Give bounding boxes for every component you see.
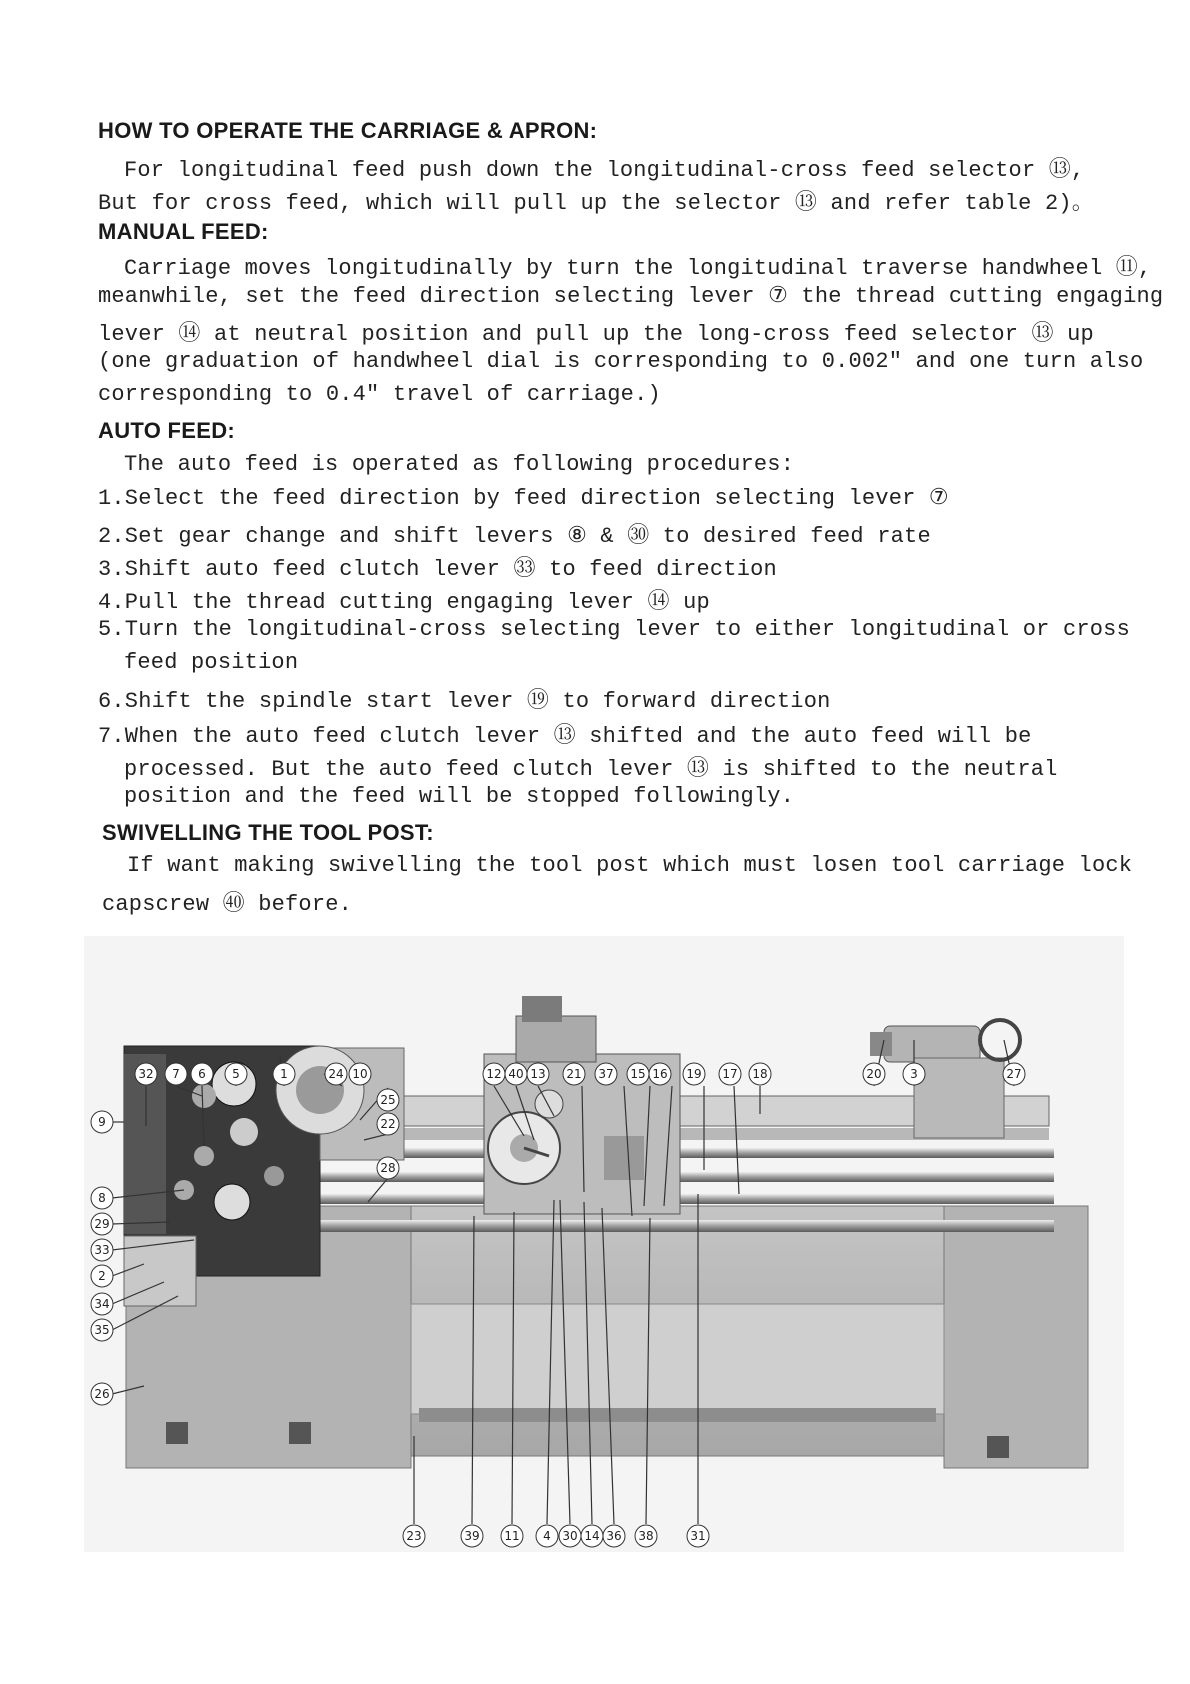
callout-label: 18 <box>752 1067 768 1081</box>
text-line: corresponding to 0.4" travel of carriage.) <box>98 382 661 407</box>
callout-label: 31 <box>690 1529 706 1543</box>
callout-label: 37 <box>598 1067 614 1081</box>
callout-label: 34 <box>94 1297 110 1311</box>
callout-label: 1 <box>280 1067 288 1081</box>
list-item: 2.Set gear change and shift levers ⑧ & ㉚ to desired feed rate <box>98 524 931 549</box>
callout-label: 40 <box>508 1067 524 1081</box>
callout-label: 30 <box>562 1529 578 1543</box>
list-item-continuation: processed. But the auto feed clutch lever ⑬ is shifted to the neutral <box>124 757 1058 782</box>
callout-label: 16 <box>652 1067 668 1081</box>
callout-label: 20 <box>866 1067 882 1081</box>
list-item-continuation: position and the feed will be stopped followingly. <box>124 784 795 809</box>
callout-label: 22 <box>380 1117 396 1131</box>
list-item: 5.Turn the longitudinal-cross selecting lever to either longitudinal or cross <box>98 617 1130 642</box>
callout-label: 8 <box>98 1191 106 1205</box>
callout-label: 38 <box>638 1529 654 1543</box>
callout-label: 19 <box>686 1067 702 1081</box>
callout-label: 24 <box>328 1067 344 1081</box>
list-item: 7.When the auto feed clutch lever ⑬ shifted and the auto feed will be <box>98 724 1032 749</box>
callout-label: 4 <box>543 1529 551 1543</box>
callout-label: 17 <box>722 1067 738 1081</box>
callout-label: 12 <box>486 1067 502 1081</box>
callout-label: 32 <box>138 1067 154 1081</box>
callout-label: 25 <box>380 1093 396 1107</box>
list-item: 1.Select the feed direction by feed direction selecting lever ⑦ <box>98 486 949 511</box>
text-line: meanwhile, set the feed direction selecting lever ⑦ the thread cutting engaging <box>98 284 1164 309</box>
callout-label: 28 <box>380 1161 396 1175</box>
text-line: The auto feed is operated as following procedures: <box>124 452 795 477</box>
list-item: 6.Shift the spindle start lever ⑲ to forward direction <box>98 689 831 714</box>
callout-label: 23 <box>406 1529 422 1543</box>
text-line: But for cross feed, which will pull up the selector ⑬ and refer table 2)。 <box>98 191 1094 216</box>
callout-label: 27 <box>1006 1067 1022 1081</box>
text-line: Carriage moves longitudinally by turn the longitudinal traverse handwheel ⑪, <box>124 256 1152 281</box>
callout-label: 29 <box>94 1217 110 1231</box>
callout-label: 5 <box>232 1067 240 1081</box>
callout-label: 13 <box>530 1067 546 1081</box>
callout-label: 21 <box>566 1067 582 1081</box>
callout-label: 26 <box>94 1387 110 1401</box>
callout-label: 14 <box>584 1529 600 1543</box>
list-item-continuation: feed position <box>124 650 299 675</box>
text-line: For longitudinal feed push down the longitudinal-cross feed selector ⑬, <box>124 158 1085 183</box>
text-line: If want making swivelling the tool post which must losen tool carriage lock <box>127 853 1133 878</box>
callout-label: 11 <box>504 1529 520 1543</box>
lathe-diagram <box>84 936 1124 1552</box>
callout-label: 9 <box>98 1115 106 1129</box>
callout-label: 3 <box>910 1067 918 1081</box>
callout-label: 15 <box>630 1067 646 1081</box>
callout-label: 7 <box>172 1067 180 1081</box>
heading-auto-feed: AUTO FEED: <box>98 418 236 443</box>
callout-label: 35 <box>94 1323 110 1337</box>
text-line: capscrew ㊵ before. <box>102 892 353 917</box>
callout-label: 33 <box>94 1243 110 1257</box>
list-item: 4.Pull the thread cutting engaging lever ⑭ up <box>98 590 710 615</box>
heading-swivelling-tool-post: SWIVELLING THE TOOL POST: <box>102 820 434 845</box>
list-item: 3.Shift auto feed clutch lever ㉝ to feed direction <box>98 557 777 582</box>
text-line: (one graduation of handwheel dial is corresponding to 0.002" and one turn also <box>98 349 1144 374</box>
heading-manual-feed: MANUAL FEED: <box>98 219 269 244</box>
callout-label: 36 <box>606 1529 622 1543</box>
callout-label: 6 <box>198 1067 206 1081</box>
heading-carriage-apron: HOW TO OPERATE THE CARRIAGE & APRON: <box>98 118 598 143</box>
callout-label: 39 <box>464 1529 480 1543</box>
callout-label: 2 <box>98 1269 106 1283</box>
callout-label: 10 <box>352 1067 368 1081</box>
text-line: lever ⑭ at neutral position and pull up the long-cross feed selector ⑬ up <box>98 322 1094 347</box>
